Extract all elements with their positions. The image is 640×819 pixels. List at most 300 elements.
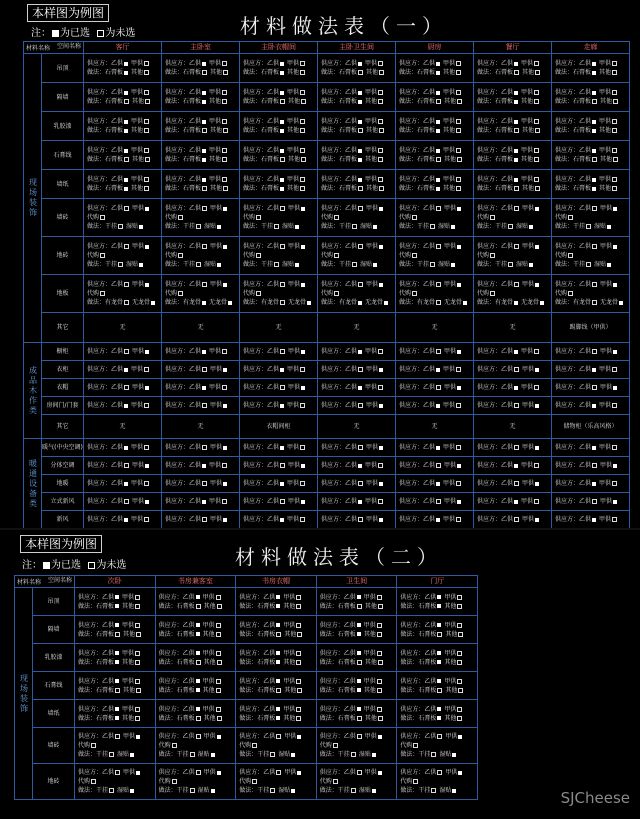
checked-box-icon[interactable] (124, 149, 128, 153)
unchecked-box-icon[interactable] (202, 445, 207, 450)
unchecked-box-icon[interactable] (377, 679, 382, 684)
unchecked-box-icon[interactable] (592, 385, 597, 390)
unchecked-box-icon[interactable] (256, 215, 261, 220)
unchecked-box-icon[interactable] (216, 679, 221, 684)
checked-box-icon[interactable] (276, 660, 280, 664)
checked-box-icon[interactable] (437, 595, 441, 599)
unchecked-box-icon[interactable] (301, 157, 306, 162)
unchecked-box-icon[interactable] (436, 300, 441, 305)
unchecked-box-icon[interactable] (280, 244, 285, 249)
unchecked-box-icon[interactable] (124, 385, 129, 390)
unchecked-box-icon[interactable] (357, 734, 362, 739)
unchecked-box-icon[interactable] (296, 660, 301, 665)
checked-box-icon[interactable] (592, 368, 596, 372)
checked-box-icon[interactable] (379, 283, 383, 287)
unchecked-box-icon[interactable] (436, 349, 441, 354)
checked-box-icon[interactable] (276, 623, 280, 627)
checked-box-icon[interactable] (613, 207, 617, 211)
unchecked-box-icon[interactable] (135, 604, 140, 609)
unchecked-box-icon[interactable] (280, 463, 285, 468)
unchecked-box-icon[interactable] (196, 660, 201, 665)
unchecked-box-icon[interactable] (592, 99, 597, 104)
unchecked-box-icon[interactable] (196, 604, 201, 609)
unchecked-box-icon[interactable] (296, 595, 301, 600)
checked-box-icon[interactable] (514, 350, 518, 354)
unchecked-box-icon[interactable] (457, 707, 462, 712)
unchecked-box-icon[interactable] (612, 61, 617, 66)
checked-box-icon[interactable] (358, 120, 362, 124)
unchecked-box-icon[interactable] (222, 148, 227, 153)
unchecked-box-icon[interactable] (178, 291, 183, 296)
checked-box-icon[interactable] (196, 679, 200, 683)
checked-box-icon[interactable] (202, 120, 206, 124)
checked-box-icon[interactable] (124, 91, 128, 95)
checked-box-icon[interactable] (529, 225, 533, 229)
unchecked-box-icon[interactable] (514, 70, 519, 75)
unchecked-box-icon[interactable] (252, 743, 257, 748)
checked-box-icon[interactable] (437, 651, 441, 655)
unchecked-box-icon[interactable] (136, 688, 141, 693)
unchecked-box-icon[interactable] (216, 595, 221, 600)
checked-box-icon[interactable] (223, 446, 227, 450)
unchecked-box-icon[interactable] (378, 660, 383, 665)
checked-box-icon[interactable] (202, 62, 206, 66)
checked-box-icon[interactable] (276, 679, 280, 683)
checked-box-icon[interactable] (436, 129, 440, 133)
checked-box-icon[interactable] (378, 771, 382, 775)
checked-box-icon[interactable] (358, 178, 362, 182)
unchecked-box-icon[interactable] (300, 367, 305, 372)
checked-box-icon[interactable] (592, 62, 596, 66)
checked-box-icon[interactable] (436, 149, 440, 153)
unchecked-box-icon[interactable] (377, 707, 382, 712)
unchecked-box-icon[interactable] (592, 349, 597, 354)
unchecked-box-icon[interactable] (612, 70, 617, 75)
unchecked-box-icon[interactable] (514, 206, 519, 211)
unchecked-box-icon[interactable] (91, 743, 96, 748)
checked-box-icon[interactable] (451, 263, 455, 267)
unchecked-box-icon[interactable] (190, 788, 195, 793)
unchecked-box-icon[interactable] (334, 291, 339, 296)
unchecked-box-icon[interactable] (378, 499, 383, 504)
unchecked-box-icon[interactable] (458, 688, 463, 693)
checked-box-icon[interactable] (297, 735, 301, 739)
unchecked-box-icon[interactable] (274, 262, 279, 267)
checked-box-icon[interactable] (217, 735, 221, 739)
unchecked-box-icon[interactable] (535, 128, 540, 133)
unchecked-box-icon[interactable] (136, 632, 141, 637)
checked-box-icon[interactable] (202, 100, 206, 104)
unchecked-box-icon[interactable] (280, 99, 285, 104)
unchecked-box-icon[interactable] (196, 224, 201, 229)
checked-box-icon[interactable] (358, 350, 362, 354)
checked-box-icon[interactable] (276, 716, 280, 720)
checked-box-icon[interactable] (592, 149, 596, 153)
unchecked-box-icon[interactable] (270, 752, 275, 757)
unchecked-box-icon[interactable] (135, 679, 140, 684)
unchecked-box-icon[interactable] (378, 463, 383, 468)
checked-box-icon[interactable] (196, 651, 200, 655)
unchecked-box-icon[interactable] (456, 119, 461, 124)
unchecked-box-icon[interactable] (145, 99, 150, 104)
unchecked-box-icon[interactable] (437, 632, 442, 637)
unchecked-box-icon[interactable] (124, 244, 129, 249)
unchecked-box-icon[interactable] (358, 206, 363, 211)
unchecked-box-icon[interactable] (456, 61, 461, 66)
unchecked-box-icon[interactable] (457, 660, 462, 665)
unchecked-box-icon[interactable] (124, 300, 129, 305)
unchecked-box-icon[interactable] (413, 743, 418, 748)
checked-box-icon[interactable] (613, 464, 617, 468)
unchecked-box-icon[interactable] (135, 595, 140, 600)
unchecked-box-icon[interactable] (217, 716, 222, 721)
unchecked-box-icon[interactable] (358, 403, 363, 408)
unchecked-box-icon[interactable] (514, 367, 519, 372)
unchecked-box-icon[interactable] (436, 99, 441, 104)
checked-box-icon[interactable] (378, 735, 382, 739)
checked-box-icon[interactable] (457, 386, 461, 390)
unchecked-box-icon[interactable] (91, 779, 96, 784)
unchecked-box-icon[interactable] (490, 215, 495, 220)
checked-box-icon[interactable] (357, 632, 361, 636)
checked-box-icon[interactable] (124, 482, 128, 486)
checked-box-icon[interactable] (379, 368, 383, 372)
unchecked-box-icon[interactable] (144, 367, 149, 372)
checked-box-icon[interactable] (592, 187, 596, 191)
checked-box-icon[interactable] (613, 500, 617, 504)
checked-box-icon[interactable] (457, 245, 461, 249)
checked-box-icon[interactable] (514, 301, 518, 305)
unchecked-box-icon[interactable] (222, 90, 227, 95)
unchecked-box-icon[interactable] (592, 300, 597, 305)
unchecked-box-icon[interactable] (456, 445, 461, 450)
unchecked-box-icon[interactable] (592, 499, 597, 504)
checked-box-icon[interactable] (223, 404, 227, 408)
checked-box-icon[interactable] (280, 446, 284, 450)
checked-box-icon[interactable] (196, 595, 200, 599)
unchecked-box-icon[interactable] (223, 128, 228, 133)
unchecked-box-icon[interactable] (612, 119, 617, 124)
checked-box-icon[interactable] (280, 149, 284, 153)
unchecked-box-icon[interactable] (377, 623, 382, 628)
unchecked-box-icon[interactable] (379, 70, 384, 75)
unchecked-box-icon[interactable] (124, 463, 129, 468)
checked-box-icon[interactable] (307, 301, 311, 305)
unchecked-box-icon[interactable] (300, 517, 305, 522)
checked-box-icon[interactable] (280, 518, 284, 522)
checked-box-icon[interactable] (196, 688, 200, 692)
unchecked-box-icon[interactable] (144, 177, 149, 182)
unchecked-box-icon[interactable] (145, 157, 150, 162)
unchecked-box-icon[interactable] (124, 349, 129, 354)
unchecked-box-icon[interactable] (144, 70, 149, 75)
checked-box-icon[interactable] (457, 283, 461, 287)
checked-box-icon[interactable] (145, 500, 149, 504)
unchecked-box-icon[interactable] (300, 481, 305, 486)
unchecked-box-icon[interactable] (100, 215, 105, 220)
checked-box-icon[interactable] (535, 368, 539, 372)
unchecked-box-icon[interactable] (144, 119, 149, 124)
unchecked-box-icon[interactable] (612, 403, 617, 408)
unchecked-box-icon[interactable] (109, 788, 114, 793)
checked-box-icon[interactable] (436, 120, 440, 124)
unchecked-box-icon[interactable] (222, 499, 227, 504)
unchecked-box-icon[interactable] (124, 99, 129, 104)
checked-box-icon[interactable] (458, 771, 462, 775)
unchecked-box-icon[interactable] (124, 157, 129, 162)
checked-box-icon[interactable] (151, 301, 155, 305)
checked-box-icon[interactable] (613, 245, 617, 249)
checked-box-icon[interactable] (276, 595, 280, 599)
unchecked-box-icon[interactable] (456, 186, 461, 191)
unchecked-box-icon[interactable] (252, 779, 257, 784)
checked-box-icon[interactable] (535, 518, 539, 522)
unchecked-box-icon[interactable] (300, 186, 305, 191)
checked-box-icon[interactable] (223, 518, 227, 522)
unchecked-box-icon[interactable] (437, 734, 442, 739)
unchecked-box-icon[interactable] (436, 244, 441, 249)
checked-box-icon[interactable] (379, 245, 383, 249)
unchecked-box-icon[interactable] (202, 517, 207, 522)
unchecked-box-icon[interactable] (534, 119, 539, 124)
checked-box-icon[interactable] (124, 129, 128, 133)
unchecked-box-icon[interactable] (378, 177, 383, 182)
unchecked-box-icon[interactable] (592, 244, 597, 249)
unchecked-box-icon[interactable] (612, 90, 617, 95)
unchecked-box-icon[interactable] (534, 177, 539, 182)
unchecked-box-icon[interactable] (296, 679, 301, 684)
unchecked-box-icon[interactable] (586, 262, 591, 267)
unchecked-box-icon[interactable] (457, 595, 462, 600)
checked-box-icon[interactable] (592, 482, 596, 486)
checked-box-icon[interactable] (124, 518, 128, 522)
checked-box-icon[interactable] (223, 482, 227, 486)
unchecked-box-icon[interactable] (456, 90, 461, 95)
unchecked-box-icon[interactable] (490, 253, 495, 258)
unchecked-box-icon[interactable] (280, 385, 285, 390)
unchecked-box-icon[interactable] (379, 186, 384, 191)
unchecked-box-icon[interactable] (457, 157, 462, 162)
checked-box-icon[interactable] (196, 632, 200, 636)
unchecked-box-icon[interactable] (358, 517, 363, 522)
checked-box-icon[interactable] (295, 225, 299, 229)
unchecked-box-icon[interactable] (508, 224, 513, 229)
checked-box-icon[interactable] (436, 482, 440, 486)
checked-box-icon[interactable] (223, 207, 227, 211)
unchecked-box-icon[interactable] (216, 651, 221, 656)
unchecked-box-icon[interactable] (280, 157, 285, 162)
unchecked-box-icon[interactable] (358, 244, 363, 249)
unchecked-box-icon[interactable] (568, 291, 573, 296)
checked-box-icon[interactable] (436, 91, 440, 95)
checked-box-icon[interactable] (592, 91, 596, 95)
unchecked-box-icon[interactable] (458, 632, 463, 637)
unchecked-box-icon[interactable] (118, 224, 123, 229)
unchecked-box-icon[interactable] (351, 752, 356, 757)
unchecked-box-icon[interactable] (352, 262, 357, 267)
checked-box-icon[interactable] (139, 225, 143, 229)
checked-box-icon[interactable] (436, 518, 440, 522)
unchecked-box-icon[interactable] (431, 752, 436, 757)
unchecked-box-icon[interactable] (216, 623, 221, 628)
unchecked-box-icon[interactable] (280, 282, 285, 287)
unchecked-box-icon[interactable] (202, 186, 207, 191)
checked-box-icon[interactable] (145, 350, 149, 354)
unchecked-box-icon[interactable] (612, 148, 617, 153)
checked-box-icon[interactable] (139, 263, 143, 267)
unchecked-box-icon[interactable] (514, 517, 519, 522)
checked-box-icon[interactable] (115, 595, 119, 599)
unchecked-box-icon[interactable] (296, 716, 301, 721)
checked-box-icon[interactable] (452, 789, 456, 793)
unchecked-box-icon[interactable] (378, 61, 383, 66)
checked-box-icon[interactable] (196, 707, 200, 711)
unchecked-box-icon[interactable] (144, 445, 149, 450)
unchecked-box-icon[interactable] (378, 99, 383, 104)
checked-box-icon[interactable] (115, 623, 119, 627)
checked-box-icon[interactable] (457, 464, 461, 468)
unchecked-box-icon[interactable] (413, 779, 418, 784)
unchecked-box-icon[interactable] (216, 688, 221, 693)
checked-box-icon[interactable] (514, 91, 518, 95)
checked-box-icon[interactable] (291, 753, 295, 757)
unchecked-box-icon[interactable] (457, 716, 462, 721)
checked-box-icon[interactable] (436, 62, 440, 66)
unchecked-box-icon[interactable] (300, 70, 305, 75)
unchecked-box-icon[interactable] (276, 688, 281, 693)
unchecked-box-icon[interactable] (202, 70, 207, 75)
checked-box-icon[interactable] (358, 62, 362, 66)
unchecked-box-icon[interactable] (378, 385, 383, 390)
checked-box-icon[interactable] (514, 178, 518, 182)
checked-box-icon[interactable] (379, 446, 383, 450)
unchecked-box-icon[interactable] (256, 291, 261, 296)
unchecked-box-icon[interactable] (514, 445, 519, 450)
unchecked-box-icon[interactable] (456, 517, 461, 522)
unchecked-box-icon[interactable] (535, 70, 540, 75)
checked-box-icon[interactable] (379, 404, 383, 408)
checked-box-icon[interactable] (436, 446, 440, 450)
unchecked-box-icon[interactable] (296, 623, 301, 628)
checked-box-icon[interactable] (373, 263, 377, 267)
unchecked-box-icon[interactable] (514, 282, 519, 287)
unchecked-box-icon[interactable] (300, 445, 305, 450)
unchecked-box-icon[interactable] (217, 660, 222, 665)
unchecked-box-icon[interactable] (124, 499, 129, 504)
unchecked-box-icon[interactable] (276, 734, 281, 739)
unchecked-box-icon[interactable] (222, 99, 227, 104)
unchecked-box-icon[interactable] (280, 206, 285, 211)
unchecked-box-icon[interactable] (196, 716, 201, 721)
unchecked-box-icon[interactable] (274, 224, 279, 229)
unchecked-box-icon[interactable] (202, 403, 207, 408)
unchecked-box-icon[interactable] (222, 177, 227, 182)
checked-box-icon[interactable] (136, 735, 140, 739)
unchecked-box-icon[interactable] (358, 282, 363, 287)
unchecked-box-icon[interactable] (144, 61, 149, 66)
checked-box-icon[interactable] (358, 464, 362, 468)
checked-box-icon[interactable] (280, 404, 284, 408)
checked-box-icon[interactable] (280, 71, 284, 75)
checked-box-icon[interactable] (301, 500, 305, 504)
checked-box-icon[interactable] (124, 187, 128, 191)
unchecked-box-icon[interactable] (172, 743, 177, 748)
unchecked-box-icon[interactable] (190, 752, 195, 757)
unchecked-box-icon[interactable] (256, 253, 261, 258)
checked-box-icon[interactable] (115, 660, 119, 664)
checked-box-icon[interactable] (357, 623, 361, 627)
unchecked-box-icon[interactable] (144, 186, 149, 191)
checked-box-icon[interactable] (115, 604, 119, 608)
unchecked-box-icon[interactable] (436, 385, 441, 390)
unchecked-box-icon[interactable] (135, 716, 140, 721)
checked-box-icon[interactable] (358, 500, 362, 504)
unchecked-box-icon[interactable] (135, 707, 140, 712)
checked-box-icon[interactable] (357, 595, 361, 599)
unchecked-box-icon[interactable] (437, 770, 442, 775)
checked-box-icon[interactable] (379, 518, 383, 522)
checked-box-icon[interactable] (115, 707, 119, 711)
unchecked-box-icon[interactable] (352, 224, 357, 229)
unchecked-box-icon[interactable] (592, 157, 597, 162)
unchecked-box-icon[interactable] (613, 157, 618, 162)
unchecked-box-icon[interactable] (178, 253, 183, 258)
unchecked-box-icon[interactable] (216, 632, 221, 637)
checked-box-icon[interactable] (436, 187, 440, 191)
unchecked-box-icon[interactable] (457, 604, 462, 609)
unchecked-box-icon[interactable] (612, 186, 617, 191)
checked-box-icon[interactable] (535, 245, 539, 249)
checked-box-icon[interactable] (452, 753, 456, 757)
unchecked-box-icon[interactable] (357, 660, 362, 665)
unchecked-box-icon[interactable] (534, 157, 539, 162)
unchecked-box-icon[interactable] (514, 186, 519, 191)
unchecked-box-icon[interactable] (124, 282, 129, 287)
checked-box-icon[interactable] (437, 716, 441, 720)
unchecked-box-icon[interactable] (202, 128, 207, 133)
unchecked-box-icon[interactable] (144, 148, 149, 153)
unchecked-box-icon[interactable] (280, 499, 285, 504)
unchecked-box-icon[interactable] (358, 70, 363, 75)
unchecked-box-icon[interactable] (378, 604, 383, 609)
checked-box-icon[interactable] (301, 207, 305, 211)
checked-box-icon[interactable] (301, 464, 305, 468)
checked-box-icon[interactable] (357, 651, 361, 655)
unchecked-box-icon[interactable] (456, 367, 461, 372)
checked-box-icon[interactable] (458, 735, 462, 739)
checked-box-icon[interactable] (124, 71, 128, 75)
checked-box-icon[interactable] (592, 404, 596, 408)
checked-box-icon[interactable] (202, 301, 206, 305)
unchecked-box-icon[interactable] (436, 463, 441, 468)
unchecked-box-icon[interactable] (612, 517, 617, 522)
checked-box-icon[interactable] (358, 100, 362, 104)
checked-box-icon[interactable] (592, 71, 596, 75)
unchecked-box-icon[interactable] (534, 385, 539, 390)
checked-box-icon[interactable] (529, 263, 533, 267)
checked-box-icon[interactable] (613, 350, 617, 354)
unchecked-box-icon[interactable] (534, 99, 539, 104)
checked-box-icon[interactable] (592, 518, 596, 522)
unchecked-box-icon[interactable] (436, 282, 441, 287)
unchecked-box-icon[interactable] (196, 770, 201, 775)
unchecked-box-icon[interactable] (300, 61, 305, 66)
checked-box-icon[interactable] (280, 482, 284, 486)
checked-box-icon[interactable] (514, 62, 518, 66)
unchecked-box-icon[interactable] (456, 70, 461, 75)
checked-box-icon[interactable] (280, 178, 284, 182)
checked-box-icon[interactable] (514, 100, 518, 104)
